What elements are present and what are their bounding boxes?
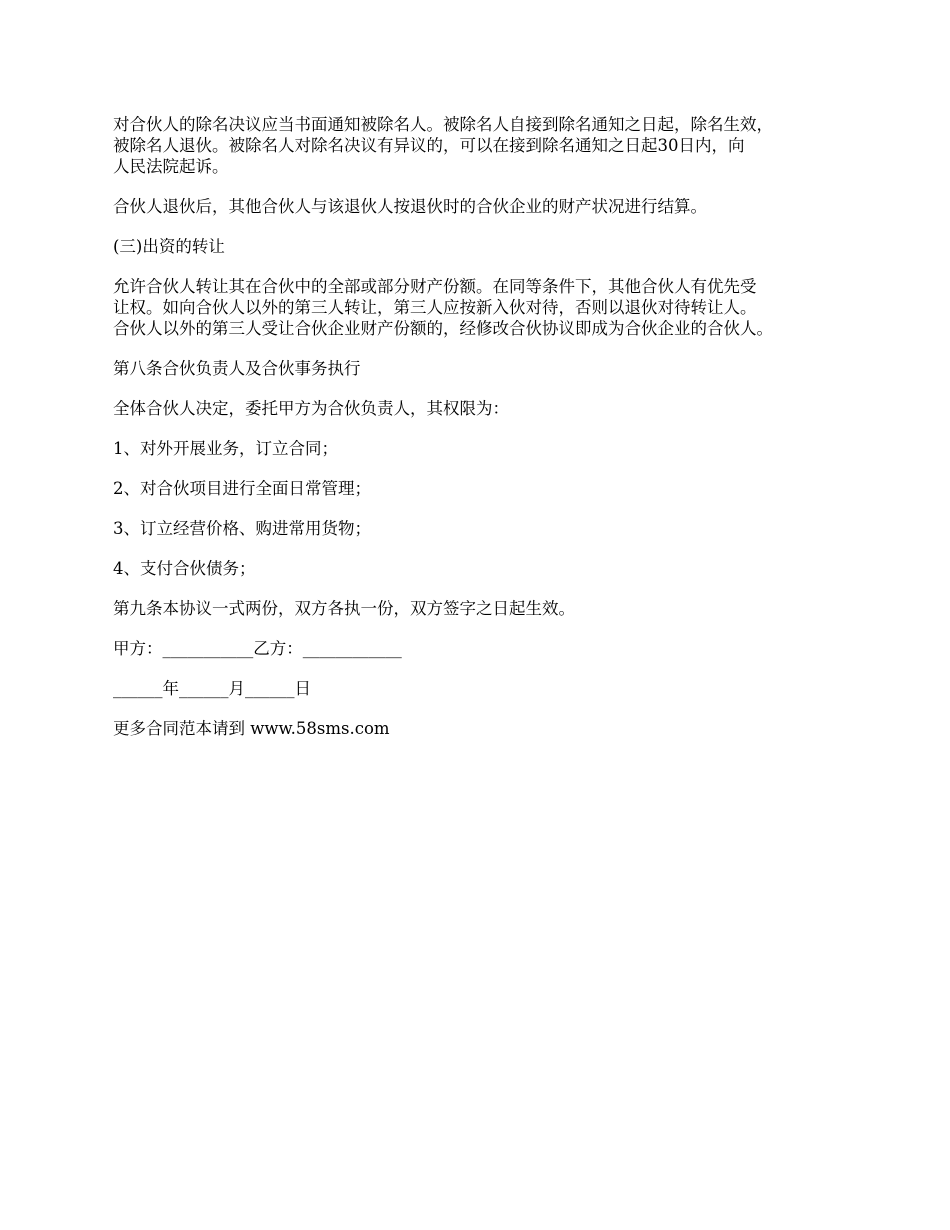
text-line: 让权。如向合伙人以外的第三人转让，第三人应按新入伙对待，否则以退伙对待转让人。 <box>113 298 757 317</box>
text-line: 对合伙人的除名决议应当书面通知被除名人。被除名人自接到除名通知之日起，除名生效， <box>113 115 773 134</box>
article-nine-paragraph: 第九条本协议一式两份，双方各执一份，双方签字之日起生效。 <box>113 599 575 618</box>
list-item: 4、支付合伙债务； <box>113 559 256 578</box>
article-eight-heading: 第八条合伙负责人及合伙事务执行 <box>113 359 361 378</box>
footer-more-contracts: 更多合同范本请到 www.58sms.com <box>113 719 390 738</box>
paragraph-expulsion-notice <box>113 114 853 177</box>
list-item: 2、对合伙项目进行全面日常管理； <box>113 479 371 498</box>
paragraph-authority: 全体合伙人决定，委托甲方为合伙负责人，其权限为： <box>113 399 509 418</box>
text-line: 人民法院起诉。 <box>113 157 229 176</box>
date-line: ______年______月______日 <box>113 679 311 698</box>
list-item: 1、对外开展业务，订立合同； <box>113 439 338 458</box>
text-line: 合伙人以外的第三人受让合伙企业财产份额的，经修改合伙协议即成为合伙企业的合伙人。 <box>113 319 773 338</box>
document-page <box>113 114 853 758</box>
paragraph-withdrawal-settlement: 合伙人退伙后，其他合伙人与该退伙人按退伙时的合伙企业的财产状况进行结算。 <box>113 197 707 216</box>
text-line: 允许合伙人转让其在合伙中的全部或部分财产份额。在同等条件下，其他合伙人有优先受 <box>113 277 757 296</box>
list-item: 3、订立经营价格、购进常用货物； <box>113 519 371 538</box>
text-line: 被除名人退伙。被除名人对除名决议有异议的，可以在接到除名通知之日起30日内，向 <box>113 136 745 155</box>
paragraph-share-transfer <box>113 276 853 339</box>
signature-line: 甲方：___________乙方：____________ <box>113 639 402 658</box>
section-heading-capital-transfer: (三)出资的转让 <box>113 237 225 256</box>
